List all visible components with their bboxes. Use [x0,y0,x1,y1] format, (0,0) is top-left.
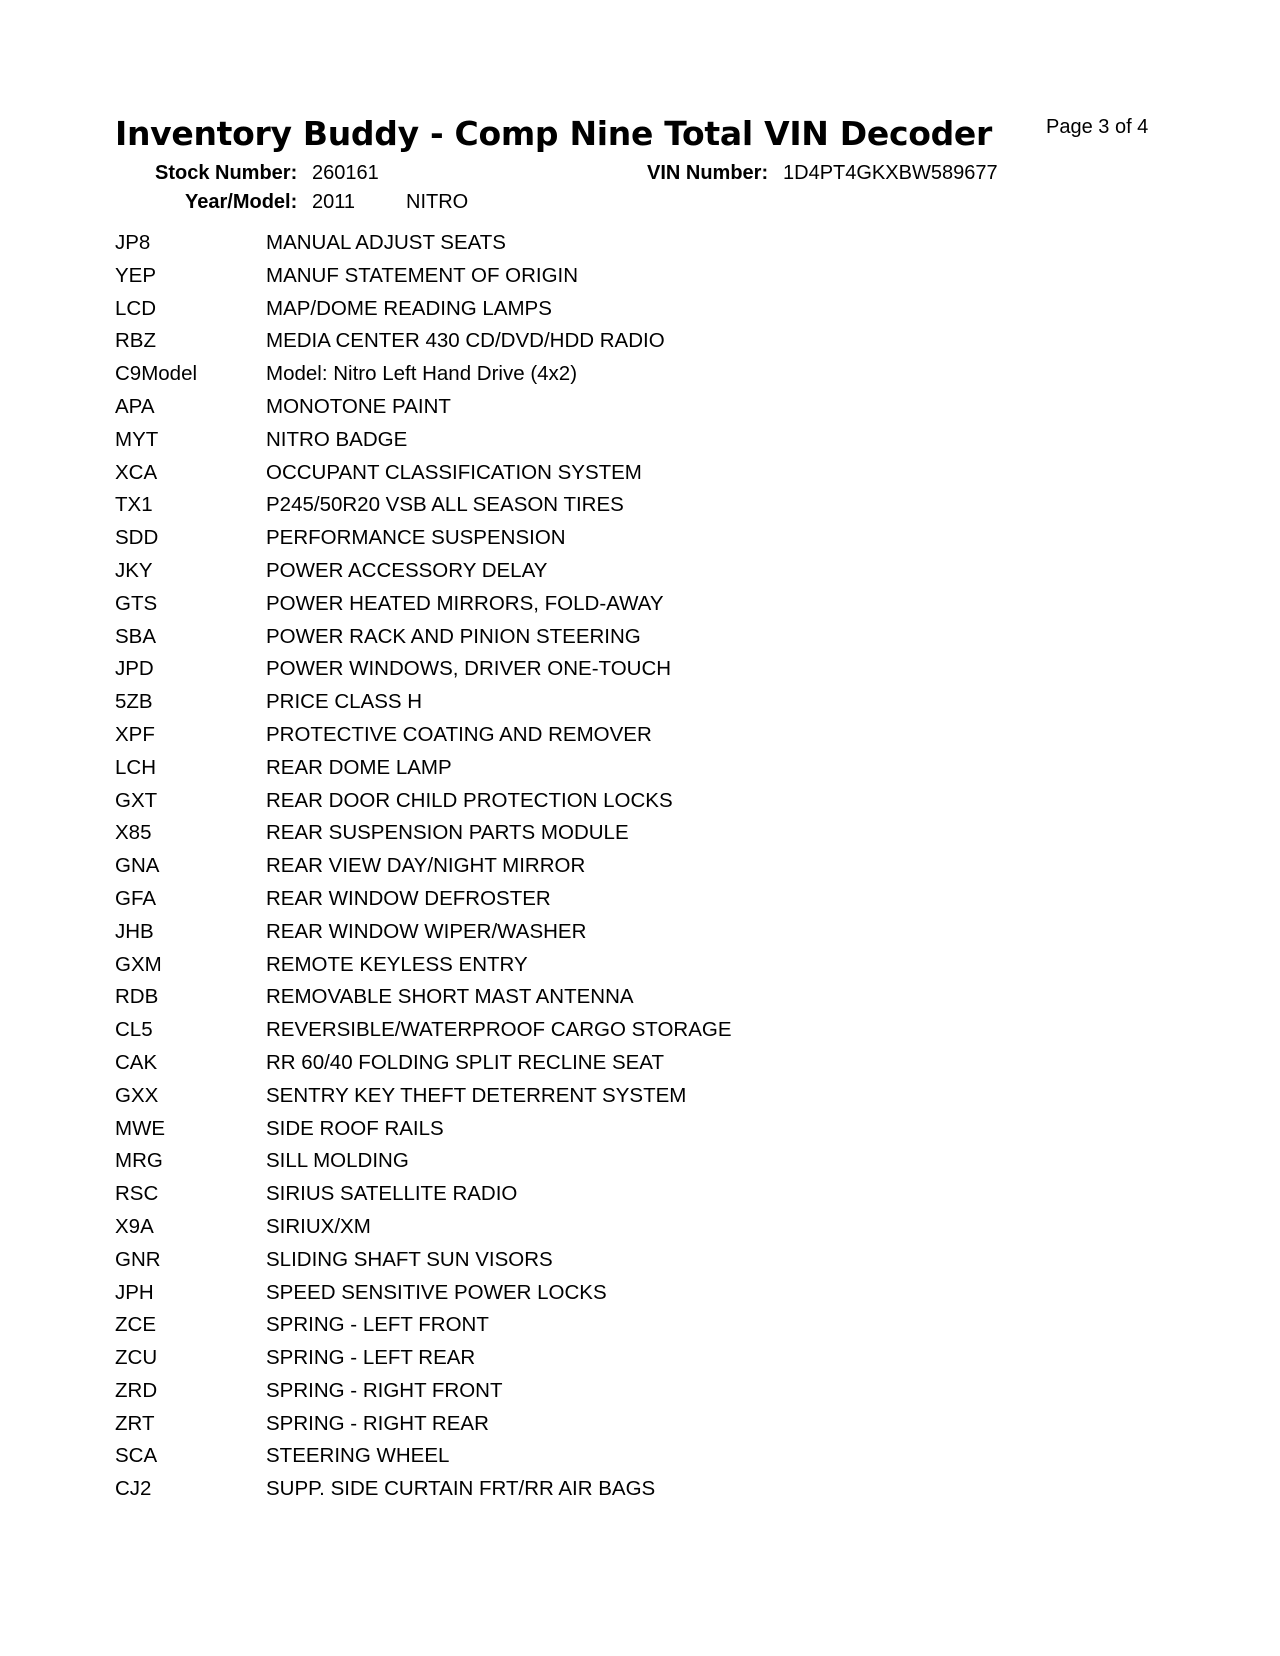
option-code: GXT [115,788,158,812]
option-description: SENTRY KEY THEFT DETERRENT SYSTEM [266,1083,687,1107]
option-description: RR 60/40 FOLDING SPLIT RECLINE SEAT [266,1050,664,1074]
option-code-list [115,227,1015,1506]
stock-number-value: 260161 [312,162,379,184]
option-code: CAK [115,1050,158,1074]
option-code: SBA [115,624,157,648]
option-code: GXX [115,1083,159,1107]
year-value: 2011 [312,191,356,213]
option-description: POWER ACCESSORY DELAY [266,558,548,582]
option-row [115,653,1015,686]
option-row [115,686,1015,719]
option-code: LCH [115,755,157,779]
option-description: REAR SUSPENSION PARTS MODULE [266,821,629,845]
option-row [115,1113,1015,1146]
option-description: SPRING - RIGHT FRONT [266,1378,503,1402]
option-code: X9A [115,1214,154,1238]
option-code: JPD [115,657,154,681]
option-row [115,1211,1015,1244]
option-description: OCCUPANT CLASSIFICATION SYSTEM [266,460,642,484]
option-description: SILL MOLDING [266,1149,409,1173]
option-description: SIRIUX/XM [266,1214,371,1238]
vin-number-value: 1D4PT4GKXBW589677 [783,162,998,184]
option-row [115,391,1015,424]
option-description: MAP/DOME READING LAMPS [266,296,552,320]
option-code: LCD [115,296,157,320]
option-code: X85 [115,821,152,845]
year-model-label: Year/Model: [185,191,298,213]
option-description: REAR WINDOW WIPER/WASHER [266,919,587,943]
option-code: CL5 [115,1018,153,1042]
option-description: REAR VIEW DAY/NIGHT MIRROR [266,854,586,878]
option-row [115,883,1015,916]
option-row [115,1178,1015,1211]
option-description: SIDE ROOF RAILS [266,1116,444,1140]
option-code: SDD [115,526,159,550]
option-row [115,1145,1015,1178]
option-description: MONOTONE PAINT [266,394,451,418]
option-row [115,1375,1015,1408]
option-code: JKY [115,558,153,582]
option-row [115,850,1015,883]
option-description: MANUAL ADJUST SEATS [266,231,506,254]
option-description: P245/50R20 VSB ALL SEASON TIRES [266,493,624,517]
option-code: TX1 [115,493,153,517]
option-row [115,260,1015,293]
option-code: RDB [115,985,159,1009]
option-row [115,1080,1015,1113]
option-row [115,457,1015,490]
option-code: APA [115,394,155,418]
option-description: PROTECTIVE COATING AND REMOVER [266,722,652,746]
option-description: STEERING WHEEL [266,1444,450,1468]
option-code: 5ZB [115,690,153,714]
option-row [115,358,1015,391]
option-row [115,522,1015,555]
option-code: GNR [115,1247,161,1271]
option-code: ZCU [115,1346,158,1370]
vin-number-label: VIN Number: [647,162,769,184]
option-description: REAR DOOR CHILD PROTECTION LOCKS [266,788,673,812]
option-row [115,1014,1015,1047]
option-code: YEP [115,263,157,287]
option-row [115,489,1015,522]
option-row [115,588,1015,621]
option-description: REAR DOME LAMP [266,755,452,779]
option-description: NITRO BADGE [266,427,408,451]
option-row [115,1473,1015,1506]
option-row [115,949,1015,982]
option-code: CJ2 [115,1477,152,1501]
option-row [115,1277,1015,1310]
option-description: SPRING - LEFT REAR [266,1346,476,1370]
option-row [115,1047,1015,1080]
option-code: ZCE [115,1313,156,1337]
option-row [115,293,1015,326]
option-row [115,555,1015,588]
option-row [115,1244,1015,1277]
option-row [115,719,1015,752]
option-row [115,752,1015,785]
document-title: Inventory Buddy - Comp Nine Total VIN Decoder [115,114,992,153]
option-code: SCA [115,1444,158,1468]
option-description: SPEED SENSITIVE POWER LOCKS [266,1280,607,1304]
option-row [115,1408,1015,1441]
option-code: XPF [115,722,155,746]
option-description: MANUF STATEMENT OF ORIGIN [266,263,579,287]
option-row [115,981,1015,1014]
option-description: MEDIA CENTER 430 CD/DVD/HDD RADIO [266,329,665,353]
option-row [115,424,1015,457]
option-code: JPH [115,1280,154,1304]
option-row [115,1309,1015,1342]
option-code: RBZ [115,329,156,353]
option-description: SIRIUS SATELLITE RADIO [266,1182,518,1206]
option-row [115,817,1015,850]
option-description: POWER HEATED MIRRORS, FOLD-AWAY [266,591,664,615]
page-number: Page 3 of 4 [1046,116,1149,138]
option-code: ZRD [115,1378,158,1402]
model-value: NITRO [406,191,469,213]
option-code: GTS [115,591,158,615]
option-description: Model: Nitro Left Hand Drive (4x2) [266,362,578,386]
option-description: REMOVABLE SHORT MAST ANTENNA [266,985,634,1009]
option-code: MWE [115,1116,166,1140]
option-code: GXM [115,952,162,976]
option-row [115,227,1015,260]
option-code: GFA [115,886,157,910]
option-code: MYT [115,427,159,451]
option-row [115,785,1015,818]
option-row [115,1342,1015,1375]
option-code: GNA [115,854,160,878]
option-description: POWER RACK AND PINION STEERING [266,624,641,648]
option-description: SPRING - LEFT FRONT [266,1313,489,1337]
option-row [115,325,1015,358]
option-description: SPRING - RIGHT REAR [266,1411,489,1435]
option-code: JHB [115,919,154,943]
option-code: MRG [115,1149,163,1173]
option-code: JP8 [115,231,151,254]
option-description: REMOTE KEYLESS ENTRY [266,952,528,976]
option-code: XCA [115,460,158,484]
option-row [115,1440,1015,1473]
option-description: REAR WINDOW DEFROSTER [266,886,551,910]
option-description: REVERSIBLE/WATERPROOF CARGO STORAGE [266,1018,732,1042]
option-description: POWER WINDOWS, DRIVER ONE-TOUCH [266,657,672,681]
option-description: SUPP. SIDE CURTAIN FRT/RR AIR BAGS [266,1477,656,1501]
stock-number-label: Stock Number: [155,162,298,184]
option-code: ZRT [115,1411,155,1435]
option-row [115,621,1015,654]
option-description: PRICE CLASS H [266,690,423,714]
option-code: RSC [115,1182,159,1206]
option-row [115,916,1015,949]
option-description: SLIDING SHAFT SUN VISORS [266,1247,553,1271]
option-description: PERFORMANCE SUSPENSION [266,526,566,550]
option-code: C9Model [115,362,198,386]
